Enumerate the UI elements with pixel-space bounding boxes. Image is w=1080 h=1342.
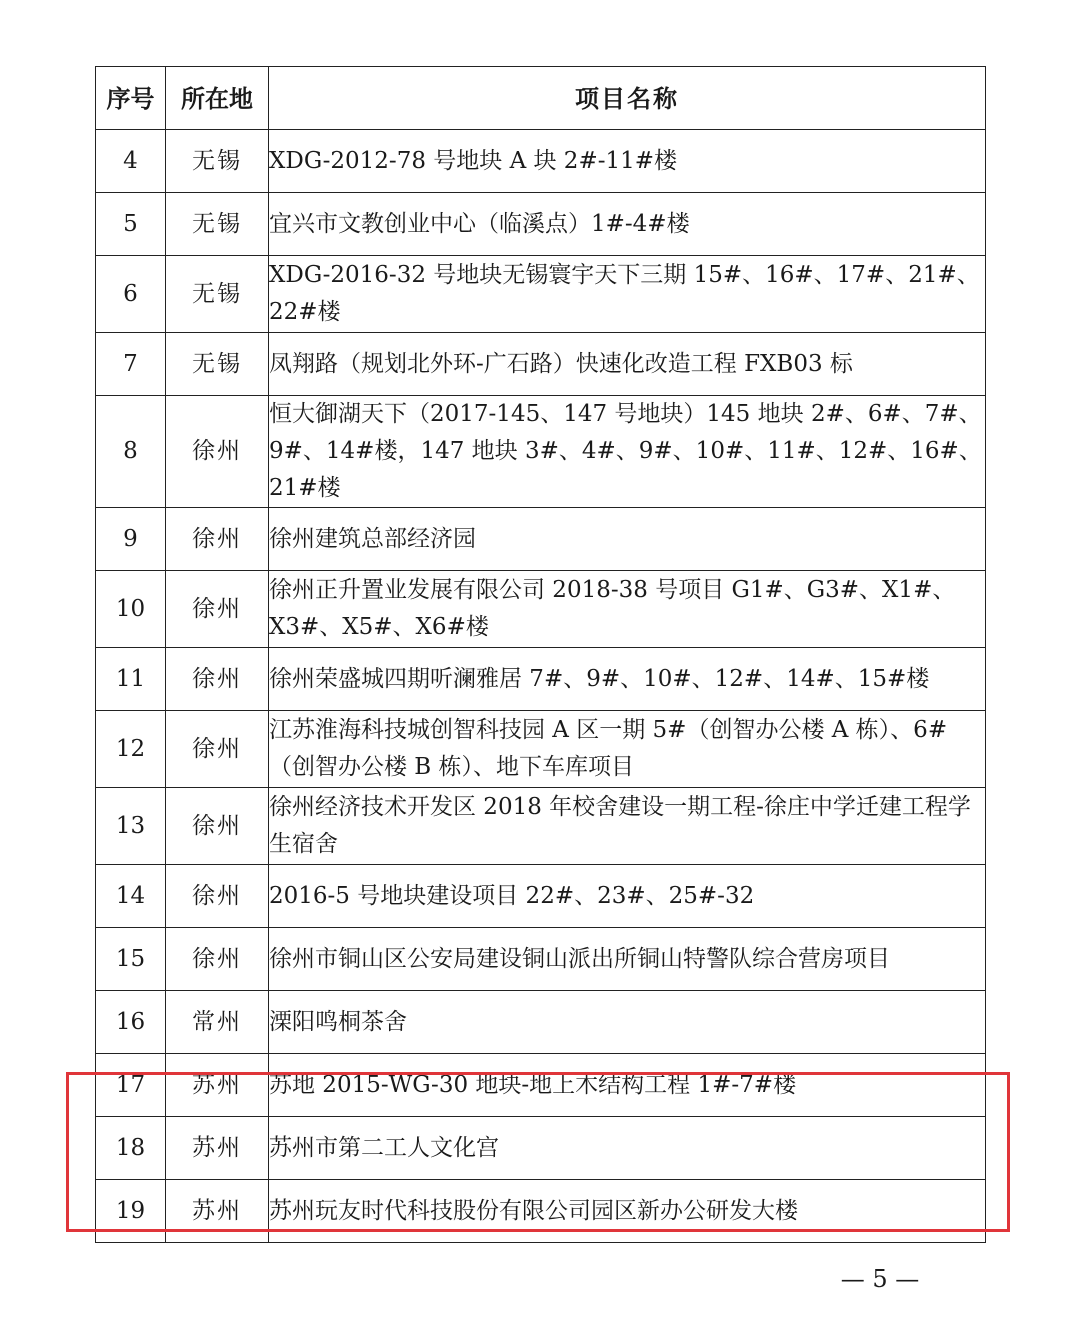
- row-no: 13: [96, 788, 166, 865]
- row-location: 常州: [166, 991, 269, 1054]
- row-project-name: 苏州玩友时代科技股份有限公司园区新办公研发大楼: [269, 1180, 986, 1243]
- row-location: 无锡: [166, 130, 269, 193]
- table-row: [96, 396, 986, 508]
- row-no: 11: [96, 648, 166, 711]
- table-row: [96, 711, 986, 788]
- row-project-name: 徐州建筑总部经济园: [269, 508, 986, 571]
- table-row: [96, 256, 986, 333]
- row-project-name: XDG-2016-32 号地块无锡寰宇天下三期 15#、16#、17#、21#、22#楼: [269, 256, 986, 333]
- table-row: [96, 865, 986, 928]
- row-location: 徐州: [166, 928, 269, 991]
- header-no: 序号: [96, 67, 166, 130]
- table-row: [96, 788, 986, 865]
- row-location: 无锡: [166, 193, 269, 256]
- table-row: [96, 571, 986, 648]
- table-row: [96, 193, 986, 256]
- row-project-name: 江苏淮海科技城创智科技园 A 区一期 5#（创智办公楼 A 栋）、6#（创智办公楼 B 栋）、地下车库项目: [269, 711, 986, 788]
- row-location: 徐州: [166, 865, 269, 928]
- project-table: [95, 66, 986, 1243]
- row-no: 5: [96, 193, 166, 256]
- row-project-name: 苏州市第二工人文化宫: [269, 1117, 986, 1180]
- row-no: 7: [96, 333, 166, 396]
- row-project-name: 恒大御湖天下（2017-145、147 号地块）145 地块 2#、6#、7#、9#、14#楼，147 地块 3#、4#、9#、10#、11#、12#、16#、21#楼: [269, 396, 986, 508]
- row-location: 徐州: [166, 711, 269, 788]
- header-location: 所在地: [166, 67, 269, 130]
- row-no: 16: [96, 991, 166, 1054]
- row-no: 17: [96, 1054, 166, 1117]
- row-project-name: 徐州市铜山区公安局建设铜山派出所铜山特警队综合营房项目: [269, 928, 986, 991]
- row-no: 12: [96, 711, 166, 788]
- table-row: [96, 508, 986, 571]
- row-no: 19: [96, 1180, 166, 1243]
- row-location: 苏州: [166, 1054, 269, 1117]
- row-no: 14: [96, 865, 166, 928]
- table-row: [96, 333, 986, 396]
- row-no: 10: [96, 571, 166, 648]
- row-project-name: 凤翔路（规划北外环-广石路）快速化改造工程 FXB03 标: [269, 333, 986, 396]
- row-location: 无锡: [166, 333, 269, 396]
- row-project-name: 2016-5 号地块建设项目 22#、23#、25#-32: [269, 865, 986, 928]
- table-row: [96, 991, 986, 1054]
- row-project-name: 宜兴市文教创业中心（临溪点）1#-4#楼: [269, 193, 986, 256]
- row-project-name: 徐州正升置业发展有限公司 2018-38 号项目 G1#、G3#、X1#、X3#、X5#、X6#楼: [269, 571, 986, 648]
- table-row: [96, 648, 986, 711]
- row-project-name: 徐州荣盛城四期听澜雅居 7#、9#、10#、12#、14#、15#楼: [269, 648, 986, 711]
- row-project-name: 徐州经济技术开发区 2018 年校舍建设一期工程-徐庄中学迁建工程学生宿舍: [269, 788, 986, 865]
- table-row: [96, 928, 986, 991]
- row-location: 徐州: [166, 396, 269, 508]
- row-no: 4: [96, 130, 166, 193]
- row-project-name: 溧阳鸣桐茶舍: [269, 991, 986, 1054]
- row-no: 9: [96, 508, 166, 571]
- row-location: 徐州: [166, 788, 269, 865]
- row-no: 8: [96, 396, 166, 508]
- row-location: 苏州: [166, 1180, 269, 1243]
- row-project-name: 苏地 2015-WG-30 地块-地上木结构工程 1#-7#楼: [269, 1054, 986, 1117]
- row-location: 徐州: [166, 648, 269, 711]
- row-project-name: XDG-2012-78 号地块 A 块 2#-11#楼: [269, 130, 986, 193]
- row-location: 无锡: [166, 256, 269, 333]
- row-no: 6: [96, 256, 166, 333]
- highlight-box: [66, 1072, 1010, 1232]
- table-header-row: [96, 67, 986, 130]
- row-location: 徐州: [166, 571, 269, 648]
- page-number: — 5 —: [840, 1265, 920, 1293]
- row-no: 15: [96, 928, 166, 991]
- row-no: 18: [96, 1117, 166, 1180]
- header-project-name: 项目名称: [269, 67, 986, 130]
- table-row: [96, 130, 986, 193]
- row-location: 徐州: [166, 508, 269, 571]
- row-location: 苏州: [166, 1117, 269, 1180]
